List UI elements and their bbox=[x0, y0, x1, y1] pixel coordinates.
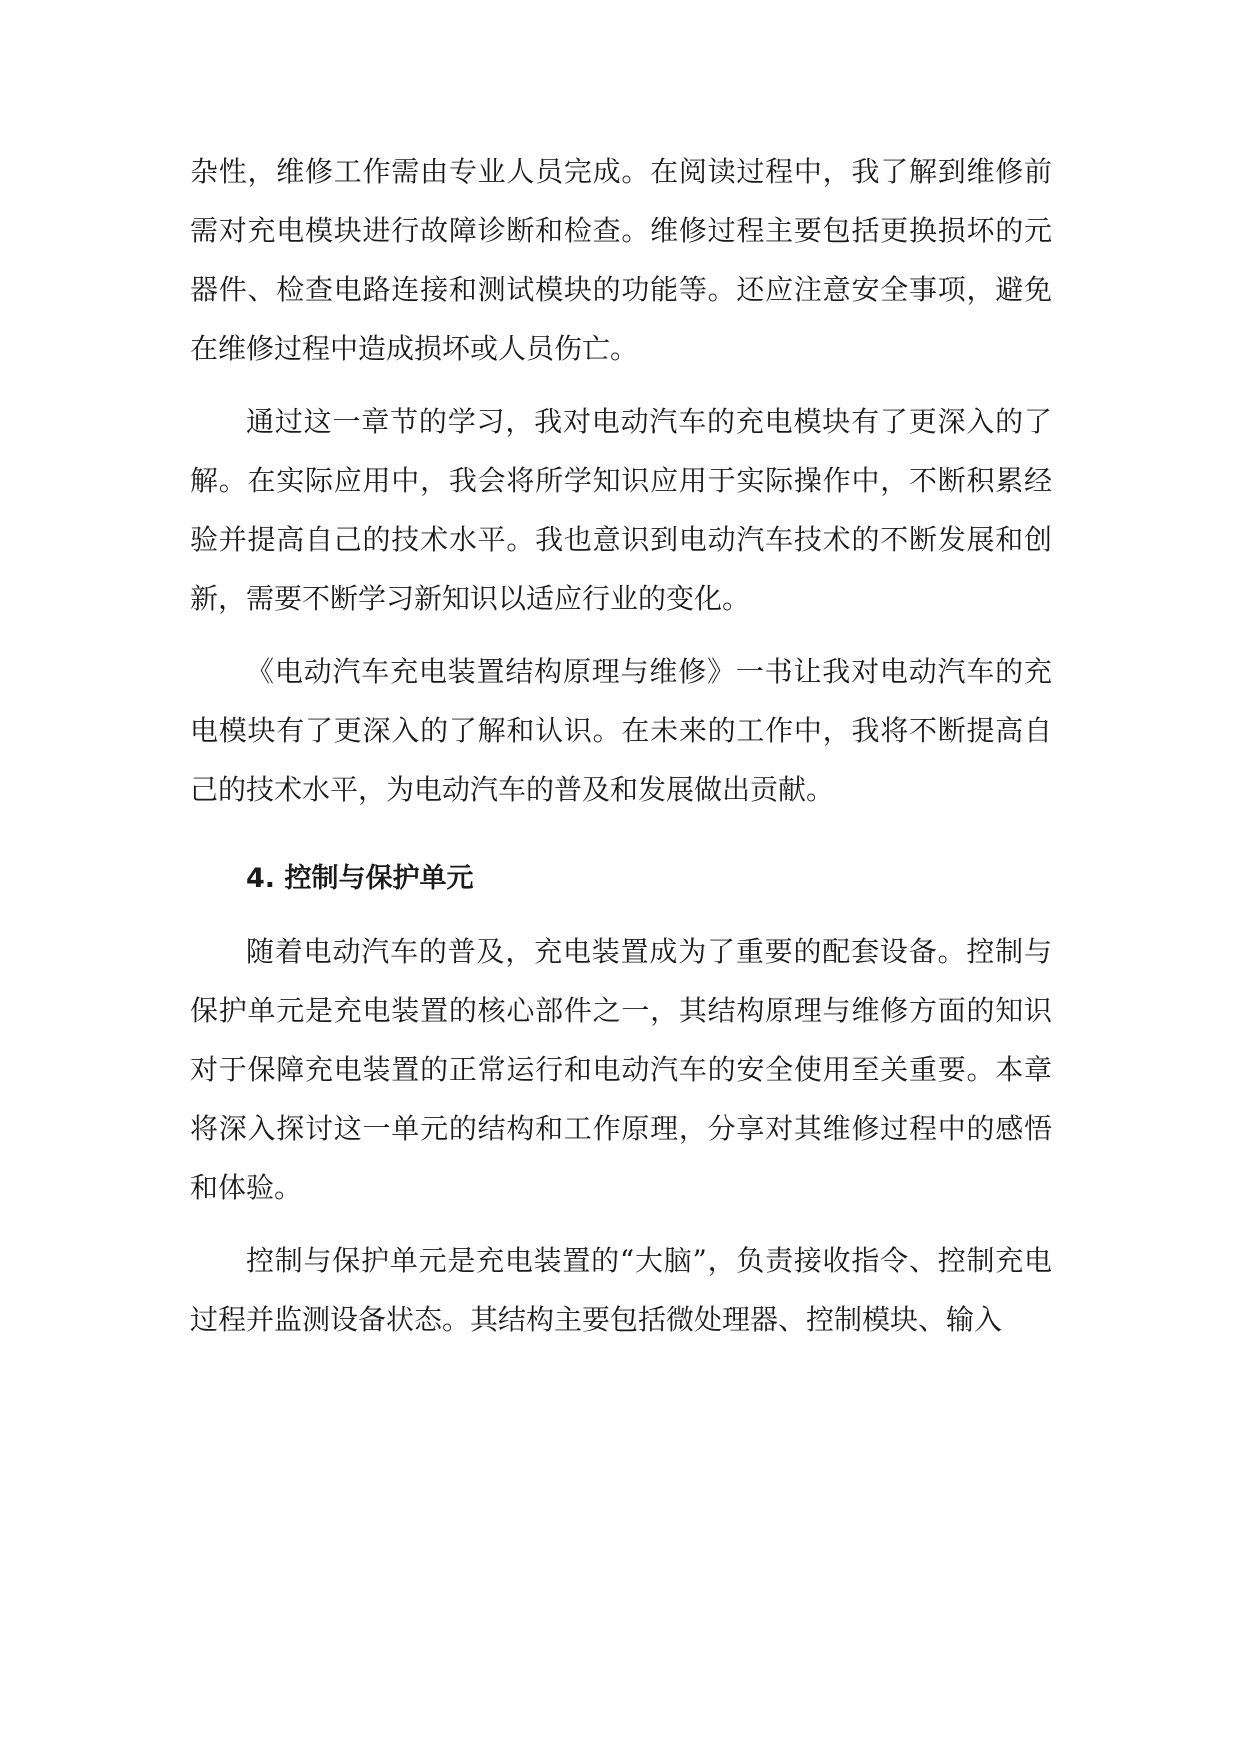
section-heading: 4. 控制与保护单元 bbox=[246, 863, 474, 894]
paragraph-continued: 杂性，维修工作需由专业人员完成。在阅读过程中，我了解到维修前需对充电模块进行故障诊断和检查。维修过程主要包括更换损坏的元器件、检查电路连接和测试模块的功能等。还应注意安全事项，避免在维修过程中造成损坏或人员伤亡。 bbox=[190, 155, 1052, 365]
document-page bbox=[190, 142, 1052, 1349]
paragraph-chapter-summary: 通过这一章节的学习，我对电动汽车的充电模块有了更深入的了解。在实际应用中，我会将所学知识应用于实际操作中，不断积累经验并提高自己的技术水平。我也意识到电动汽车技术的不断发展和创新，需要不断学习新知识以适应行业的变化。 bbox=[190, 405, 1052, 615]
paragraph-section-body: 控制与保护单元是充电装置的“大脑”，负责接收指令、控制充电过程并监测设备状态。其结构主要包括微处理器、控制模块、输入 bbox=[190, 1244, 1052, 1336]
paragraph-section-intro: 随着电动汽车的普及，充电装置成为了重要的配套设备。控制与保护单元是充电装置的核心部件之一，其结构原理与维修方面的知识对于保障充电装置的正常运行和电动汽车的安全使用至关重要。本章将深入探讨这一单元的结构和工作原理，分享对其维修过程中的感悟和体验。 bbox=[190, 935, 1052, 1204]
paragraph-book-conclusion: 《电动汽车充电装置结构原理与维修》一书让我对电动汽车的充电模块有了更深入的了解和认识。在未来的工作中，我将不断提高自己的技术水平，为电动汽车的普及和发展做出贡献。 bbox=[190, 655, 1052, 806]
